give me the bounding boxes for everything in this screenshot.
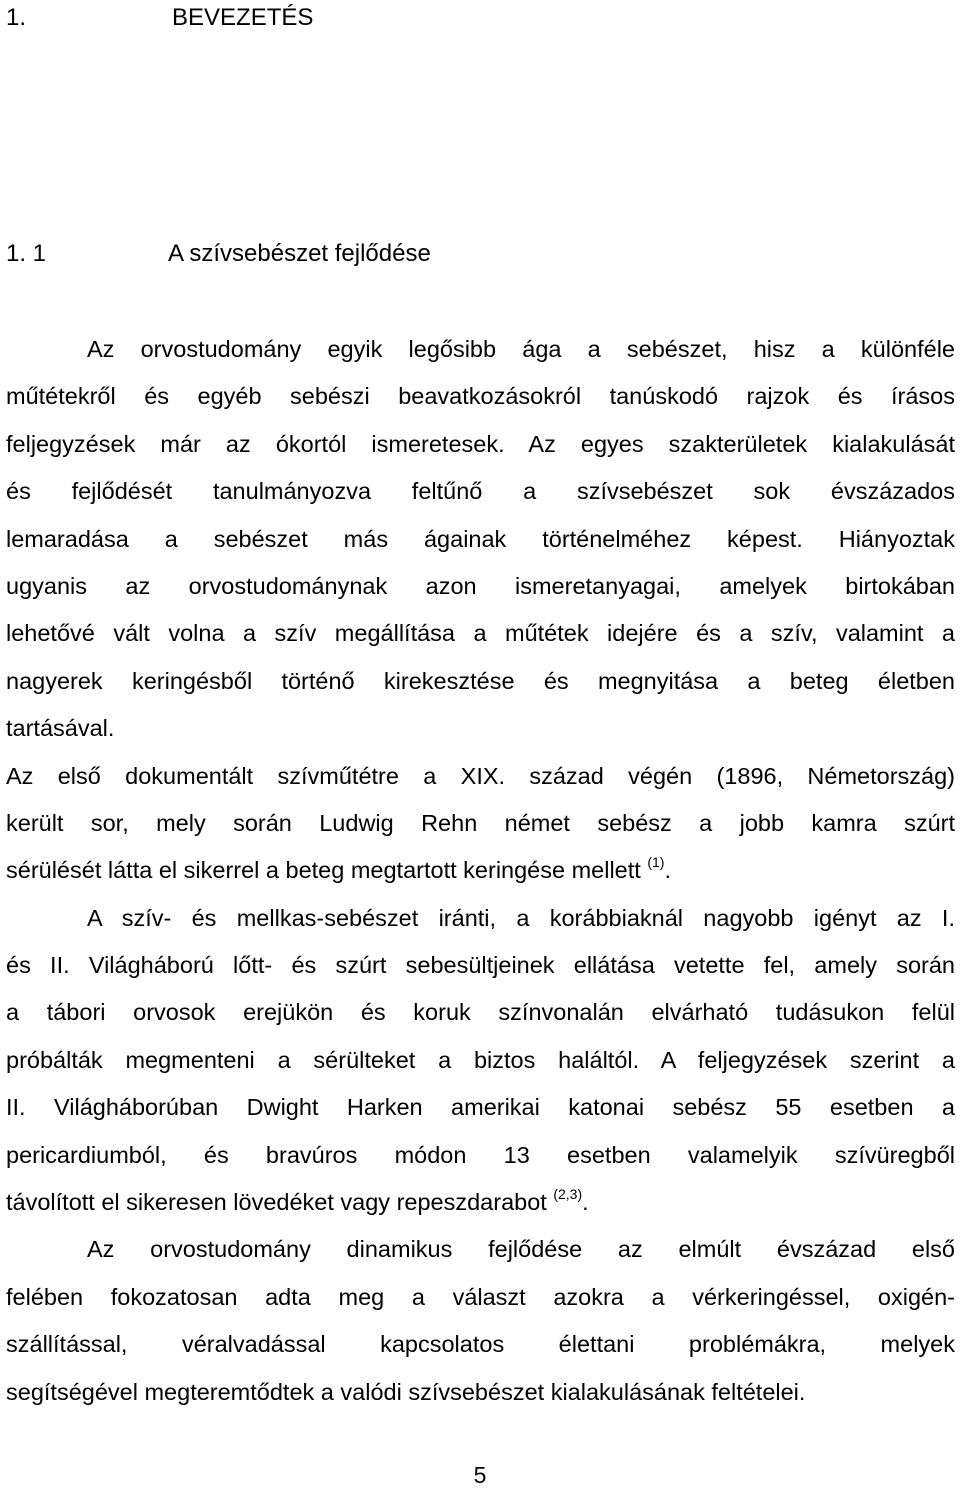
- text-line: lemaradása a sebészet más ágainak történelméhez képest. Hiányoztak: [6, 525, 955, 552]
- text-line: [6, 847, 955, 894]
- citation-reference: (2,3): [553, 1186, 583, 1203]
- body-text: [6, 326, 955, 1416]
- section-title: A szívsebészet fejlődése: [168, 240, 431, 267]
- chapter-heading: [6, 4, 313, 32]
- text-line: A szív- és mellkas-sebészet iránti, a korábbiaknál nagyobb igényt az I.: [87, 904, 955, 931]
- text-line: a tábori orvosok erejükön és koruk színvonalán elvárható tudásukon felül: [6, 999, 955, 1026]
- text-line: került sor, mely során Ludwig Rehn német sebész a jobb kamra szúrt: [6, 809, 955, 836]
- text-line: [6, 1179, 955, 1226]
- text-line: feljegyzések már az ókortól ismeretesek. Az egyes szakterületek kialakulását: [6, 430, 955, 457]
- text-segment: sérülését látta el sikerrel a beteg megtartott keringése mellett: [6, 857, 641, 884]
- text-segment: .: [582, 1189, 589, 1216]
- text-line: Az orvostudomány egyik legősibb ága a sebészet, hisz a különféle: [87, 336, 955, 362]
- text-line: Az orvostudomány dinamikus fejlődése az elmúlt évszázad első: [87, 1236, 955, 1263]
- text-line: ugyanis az orvostudománynak azon ismeretanyagai, amelyek birtokában: [6, 572, 955, 599]
- text-line: segítségével megteremtődtek a valódi szívsebészet kialakulásának feltételei.: [6, 1378, 806, 1405]
- chapter-title: BEVEZETÉS: [172, 4, 314, 31]
- text-line: Az első dokumentált szívműtétre a XIX. század végén (1896, Németország): [6, 762, 955, 789]
- text-segment: .: [664, 857, 671, 884]
- text-line: és fejlődését tanulmányozva feltűnő a szívsebészet sok évszázados: [6, 478, 955, 505]
- section-number: 1. 1: [6, 240, 47, 267]
- text-segment: távolított el sikeresen lövedéket vagy repeszdarabot: [6, 1189, 547, 1216]
- text-line: műtétekről és egyéb sebészi beavatkozásokról tanúskodó rajzok és írásos: [6, 383, 955, 410]
- citation-reference: (1): [647, 854, 665, 871]
- chapter-number: 1.: [6, 4, 27, 31]
- text-line: próbálták megmenteni a sérülteket a biztos haláltól. A feljegyzések szerint a: [6, 1046, 955, 1073]
- text-line: II. Világháborúban Dwight Harken amerikai katonai sebész 55 esetben a: [6, 1094, 955, 1121]
- text-line: tartásával.: [6, 715, 115, 742]
- text-line: és II. Világháború lőtt- és szúrt sebesültjeinek ellátása vetette fel, amely során: [6, 952, 955, 979]
- text-line: szállítással, véralvadással kapcsolatos élettani problémákra, melyek: [6, 1331, 955, 1358]
- section-heading: [6, 240, 431, 268]
- text-line: lehetővé vált volna a szív megállítása a műtétek idejére és a szív, valamint a: [6, 620, 955, 647]
- text-line: nagyerek keringésből történő kirekesztése és megnyitása a beteg életben: [6, 667, 955, 694]
- page-number: 5: [473, 1462, 487, 1488]
- text-line: pericardiumból, és bravúros módon 13 esetben valamelyik szívüregből: [6, 1141, 955, 1168]
- text-line: felében fokozatosan adta meg a választ azokra a vérkeringéssel, oxigén-: [6, 1283, 955, 1310]
